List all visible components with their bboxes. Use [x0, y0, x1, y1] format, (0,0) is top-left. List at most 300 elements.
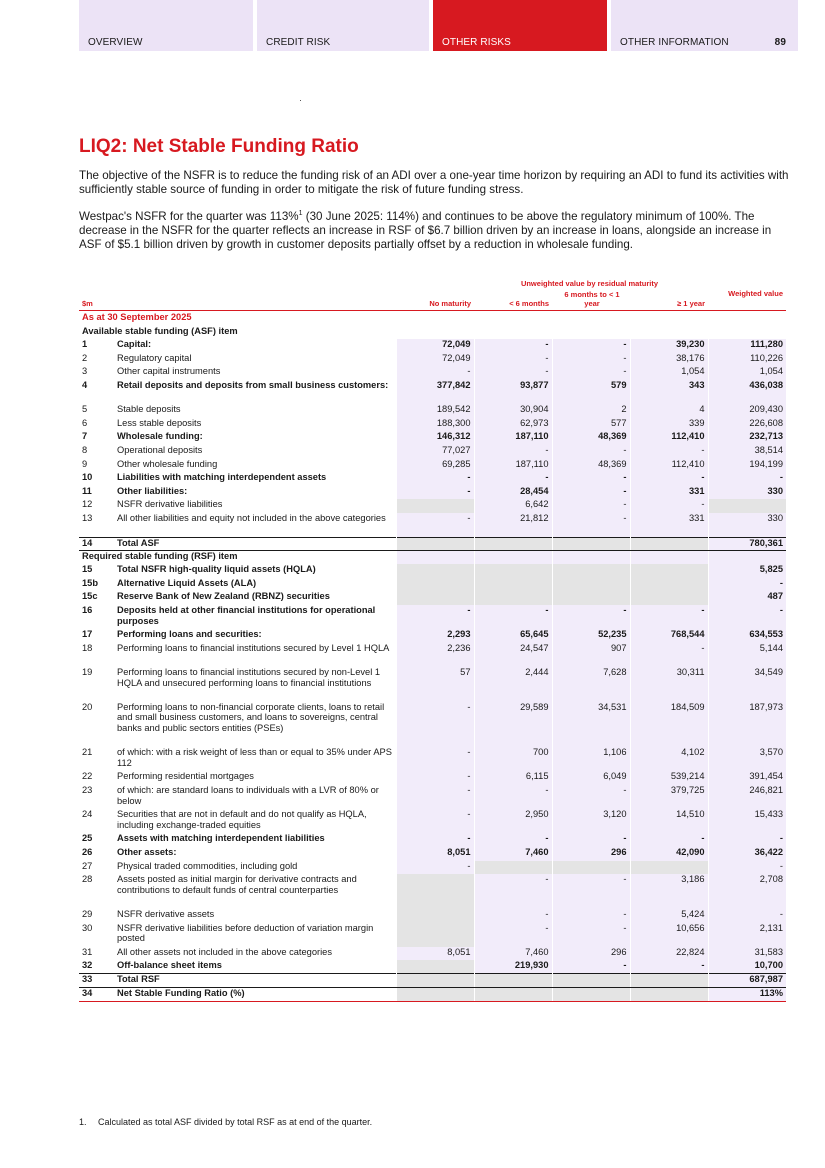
- value-cell: 65,645: [474, 629, 552, 643]
- value-cell: -: [552, 486, 630, 500]
- value-cell: [630, 988, 708, 1002]
- row-number: 5: [82, 404, 88, 415]
- value-cell: 110,226: [708, 353, 786, 367]
- value-cell: -: [552, 923, 630, 947]
- row-description: Total RSF: [114, 974, 396, 988]
- row-description: All other liabilities and equity not included in the above categories: [117, 512, 386, 523]
- value-cell: 48,369: [552, 431, 630, 445]
- value-cell: 188,300: [396, 418, 474, 432]
- value-cell: [708, 499, 786, 513]
- row-description: All other assets not included in the above categories: [117, 946, 332, 957]
- value-cell: [708, 326, 786, 340]
- value-cell: 31,583: [708, 947, 786, 961]
- table-row: [79, 643, 786, 667]
- row-description: NSFR derivative liabilities: [117, 499, 223, 510]
- value-cell: 8,051: [396, 947, 474, 961]
- table-row: [79, 771, 786, 785]
- row-number: 10: [82, 472, 93, 483]
- value-cell: 2,444: [474, 667, 552, 702]
- value-cell: 687,987: [708, 974, 786, 988]
- value-cell: 3,186: [630, 874, 708, 909]
- value-cell: 246,821: [708, 785, 786, 809]
- row-description: NSFR derivative assets: [117, 908, 215, 919]
- table-row: [79, 551, 786, 565]
- value-cell: 3,120: [552, 809, 630, 833]
- table-row: [79, 459, 786, 473]
- value-cell: [552, 861, 630, 875]
- row-number: 18: [82, 642, 93, 653]
- table-row: [79, 366, 786, 380]
- value-cell: -: [474, 923, 552, 947]
- tab-overview[interactable]: [79, 0, 253, 51]
- row-description: Other liabilities:: [117, 485, 188, 496]
- value-cell: 330: [708, 486, 786, 500]
- footnote-text: Calculated as total ASF divided by total RSF as at end of the quarter.: [98, 1117, 373, 1127]
- value-cell: 39,230: [630, 339, 708, 353]
- row-number: 7: [82, 431, 88, 442]
- value-cell: 2,950: [474, 809, 552, 833]
- value-cell: -: [708, 861, 786, 875]
- value-cell: 22,824: [630, 947, 708, 961]
- table-row: [79, 747, 786, 771]
- row-description: Performing loans to financial institutions secured by non-Level 1 HQLA and unsecured performing loans to financial institutions: [117, 667, 381, 688]
- value-cell: -: [630, 833, 708, 847]
- value-cell: [630, 974, 708, 988]
- value-cell: 7,460: [474, 947, 552, 961]
- value-cell: [630, 578, 708, 592]
- value-cell: 6,115: [474, 771, 552, 785]
- col-header-no-maturity: No maturity: [429, 299, 471, 308]
- value-cell: 2,293: [396, 629, 474, 643]
- row-number: 12: [82, 499, 93, 510]
- value-cell: 4,102: [630, 747, 708, 771]
- tab-other-risks-label: OTHER RISKS: [442, 37, 511, 48]
- value-cell: [396, 326, 474, 340]
- value-cell: [708, 312, 786, 326]
- value-cell: 38,176: [630, 353, 708, 367]
- value-cell: 296: [552, 847, 630, 861]
- table-row: [79, 312, 786, 326]
- row-description: Regulatory capital: [117, 352, 192, 363]
- value-cell: [474, 326, 552, 340]
- row-description: Liabilities with matching interdependent assets: [117, 472, 327, 483]
- table-row: [79, 833, 786, 847]
- value-cell: -: [474, 445, 552, 459]
- value-cell: -: [552, 833, 630, 847]
- value-cell: [474, 564, 552, 578]
- value-cell: 28,454: [474, 486, 552, 500]
- section-heading: Available stable funding (ASF) item: [82, 325, 238, 336]
- value-cell: 7,460: [474, 847, 552, 861]
- value-cell: [630, 312, 708, 326]
- table-row: [79, 847, 786, 861]
- tab-overview-label: OVERVIEW: [88, 37, 143, 48]
- value-cell: 29,589: [474, 702, 552, 747]
- value-cell: 72,049: [396, 339, 474, 353]
- value-cell: -: [552, 445, 630, 459]
- row-number: 15b: [82, 577, 99, 588]
- page-number: 89: [774, 37, 786, 48]
- row-number: 29: [82, 908, 93, 919]
- value-cell: 8,051: [396, 847, 474, 861]
- row-description: Other assets:: [117, 846, 177, 857]
- table-row: [79, 909, 786, 923]
- row-number: 27: [82, 860, 93, 871]
- value-cell: -: [708, 833, 786, 847]
- row-number: 32: [82, 960, 93, 971]
- col-header-6m-to-1y: 6 months to < 1 year: [564, 290, 620, 308]
- value-cell: 768,544: [630, 629, 708, 643]
- table-row: [79, 923, 786, 947]
- value-cell: [396, 537, 474, 551]
- value-cell: 232,713: [708, 431, 786, 445]
- footnote-ref[interactable]: 1: [298, 210, 303, 217]
- value-cell: -: [396, 605, 474, 629]
- row-description: Less stable deposits: [117, 417, 202, 428]
- value-cell: 209,430: [708, 404, 786, 418]
- value-cell: -: [630, 605, 708, 629]
- table-row: [79, 861, 786, 875]
- table-row: [79, 339, 786, 353]
- value-cell: -: [474, 833, 552, 847]
- value-cell: [630, 591, 708, 605]
- value-cell: 577: [552, 418, 630, 432]
- row-description: Physical traded commodities, including gold: [117, 860, 298, 871]
- value-cell: [630, 537, 708, 551]
- value-cell: 539,214: [630, 771, 708, 785]
- value-cell: 146,312: [396, 431, 474, 445]
- row-description: Assets with matching interdependent liabilities: [117, 833, 325, 844]
- value-cell: [396, 874, 474, 909]
- value-cell: -: [552, 339, 630, 353]
- value-cell: 700: [474, 747, 552, 771]
- value-cell: [552, 312, 630, 326]
- value-cell: 296: [552, 947, 630, 961]
- value-cell: 330: [708, 513, 786, 537]
- col-header-units: $m: [82, 299, 93, 308]
- table-row: [79, 431, 786, 445]
- value-cell: [630, 326, 708, 340]
- value-cell: 10,700: [708, 960, 786, 974]
- value-cell: [474, 551, 552, 565]
- value-cell: 112,410: [630, 431, 708, 445]
- value-cell: -: [552, 472, 630, 486]
- table-row: [79, 988, 786, 1002]
- value-cell: [396, 551, 474, 565]
- row-number: 13: [82, 512, 93, 523]
- table-row: [79, 513, 786, 537]
- value-cell: 377,842: [396, 380, 474, 404]
- value-cell: -: [708, 605, 786, 629]
- value-cell: [630, 564, 708, 578]
- row-number: 20: [82, 701, 93, 712]
- value-cell: 72,049: [396, 353, 474, 367]
- nsfr-summary-part-b: (30 June 2025: 114%) and continues to be above the regulatory minimum of 100%. The decrease in the NSFR for the quarter reflects an increase in RSF of $6.7 billion driven by an increase in loans, alongside an increase in ASF of $5.1 billion driven by growth in customer deposits partially offset by a reduction in wholesale funding.: [79, 209, 772, 252]
- row-number: 34: [79, 988, 114, 1002]
- value-cell: [552, 988, 630, 1002]
- value-cell: 189,542: [396, 404, 474, 418]
- value-cell: [474, 312, 552, 326]
- row-description: Operational deposits: [117, 444, 203, 455]
- value-cell: 113%: [708, 988, 786, 1002]
- value-cell: [396, 923, 474, 947]
- value-cell: 42,090: [630, 847, 708, 861]
- value-cell: -: [396, 366, 474, 380]
- row-number: 15: [82, 564, 93, 575]
- value-cell: 48,369: [552, 459, 630, 473]
- unweighted-group-header: Unweighted value by residual maturity: [520, 279, 659, 288]
- col-header-ge-1-year: ≥ 1 year: [677, 299, 705, 308]
- section-heading: Required stable funding (RSF) item: [82, 551, 238, 562]
- tab-other-risks[interactable]: [433, 0, 607, 51]
- value-cell: 2,236: [396, 643, 474, 667]
- value-cell: 15,433: [708, 809, 786, 833]
- row-description: Total NSFR high-quality liquid assets (HQLA): [117, 564, 316, 575]
- value-cell: -: [474, 366, 552, 380]
- value-cell: 184,509: [630, 702, 708, 747]
- value-cell: -: [552, 874, 630, 909]
- value-cell: -: [552, 513, 630, 537]
- row-number: 16: [82, 605, 93, 616]
- table-row: [79, 605, 786, 629]
- table-row: [79, 591, 786, 605]
- row-description: NSFR derivative liabilities before deduction of variation margin posted: [117, 922, 374, 944]
- value-cell: [552, 974, 630, 988]
- value-cell: 379,725: [630, 785, 708, 809]
- value-cell: -: [396, 785, 474, 809]
- tab-credit-risk-label: CREDIT RISK: [266, 37, 331, 48]
- col-header-weighted-value: Weighted value: [728, 289, 783, 298]
- row-number: 25: [82, 833, 93, 844]
- value-cell: 5,144: [708, 643, 786, 667]
- value-cell: 907: [552, 643, 630, 667]
- value-cell: -: [396, 861, 474, 875]
- row-description: Wholesale funding:: [117, 431, 203, 442]
- value-cell: 24,547: [474, 643, 552, 667]
- value-cell: -: [474, 472, 552, 486]
- intro-paragraph: The objective of the NSFR is to reduce the funding risk of an ADI over a one-year time horizon by requiring an ADI to fund its activities with sufficiently stable source of funding in order to mitigate the risk of future funding stress.: [79, 169, 789, 197]
- table-row: [79, 472, 786, 486]
- value-cell: -: [474, 605, 552, 629]
- value-cell: [474, 974, 552, 988]
- row-number: 11: [82, 485, 92, 496]
- tab-other-information[interactable]: [611, 0, 798, 51]
- value-cell: 2: [552, 404, 630, 418]
- value-cell: -: [552, 960, 630, 974]
- col-header-lt-6-months: < 6 months: [509, 299, 549, 308]
- value-cell: [552, 578, 630, 592]
- value-cell: -: [552, 785, 630, 809]
- value-cell: 1,054: [630, 366, 708, 380]
- value-cell: 194,199: [708, 459, 786, 473]
- tab-other-information-label: OTHER INFORMATION: [620, 37, 729, 48]
- stray-dot: [300, 100, 301, 101]
- value-cell: [630, 551, 708, 565]
- value-cell: 30,904: [474, 404, 552, 418]
- value-cell: 6,642: [474, 499, 552, 513]
- row-description: Other wholesale funding: [117, 458, 218, 469]
- value-cell: -: [396, 809, 474, 833]
- row-number: 19: [82, 667, 93, 678]
- value-cell: -: [474, 353, 552, 367]
- value-cell: -: [552, 353, 630, 367]
- value-cell: 5,825: [708, 564, 786, 578]
- value-cell: 331: [630, 513, 708, 537]
- row-description: Stable deposits: [117, 404, 181, 415]
- value-cell: 4: [630, 404, 708, 418]
- value-cell: 5,424: [630, 909, 708, 923]
- footnote: [79, 1117, 372, 1127]
- value-cell: [552, 564, 630, 578]
- tab-credit-risk[interactable]: [257, 0, 429, 51]
- row-description: Performing residential mortgages: [117, 771, 254, 782]
- value-cell: 62,973: [474, 418, 552, 432]
- table-header-row: [79, 289, 786, 311]
- table-row: [79, 486, 786, 500]
- value-cell: -: [708, 578, 786, 592]
- row-number: 26: [82, 846, 93, 857]
- value-cell: 634,553: [708, 629, 786, 643]
- value-cell: -: [474, 909, 552, 923]
- value-cell: 14,510: [630, 809, 708, 833]
- value-cell: -: [396, 833, 474, 847]
- nsfr-summary-paragraph: [79, 207, 791, 253]
- table-row: [79, 947, 786, 961]
- row-number: 6: [82, 417, 88, 428]
- table-row: [79, 537, 786, 551]
- row-number: 3: [82, 366, 88, 377]
- table-row: [79, 404, 786, 418]
- value-cell: [396, 591, 474, 605]
- row-description: Total ASF: [114, 537, 396, 551]
- row-number: 2: [82, 352, 88, 363]
- table-row: [79, 445, 786, 459]
- table-row: [79, 578, 786, 592]
- row-number: 33: [79, 974, 114, 988]
- value-cell: [552, 591, 630, 605]
- value-cell: [396, 499, 474, 513]
- table-row: [79, 418, 786, 432]
- value-cell: 487: [708, 591, 786, 605]
- value-cell: -: [552, 499, 630, 513]
- value-cell: 339: [630, 418, 708, 432]
- value-cell: 2,708: [708, 874, 786, 909]
- value-cell: [552, 551, 630, 565]
- row-number: 9: [82, 458, 88, 469]
- value-cell: [474, 591, 552, 605]
- row-number: 15c: [82, 591, 98, 602]
- row-number: 28: [82, 874, 93, 885]
- table-row: [79, 353, 786, 367]
- value-cell: [396, 974, 474, 988]
- row-description: Performing loans to non-financial corporate clients, loans to retail and small business customers, and loans to sovereigns, central banks and public sectors entities (PSEs): [117, 701, 385, 734]
- row-description: Alternative Liquid Assets (ALA): [117, 577, 257, 588]
- row-description: Capital:: [117, 339, 152, 350]
- value-cell: [474, 578, 552, 592]
- row-number: 8: [82, 444, 88, 455]
- table-row: [79, 960, 786, 974]
- value-cell: -: [708, 472, 786, 486]
- table-row: [79, 702, 786, 747]
- table-row: [79, 629, 786, 643]
- value-cell: -: [552, 366, 630, 380]
- row-number: 21: [82, 747, 93, 758]
- value-cell: [396, 312, 474, 326]
- value-cell: 77,027: [396, 445, 474, 459]
- value-cell: 57: [396, 667, 474, 702]
- value-cell: 436,038: [708, 380, 786, 404]
- row-description: of which: are standard loans to individuals with a LVR of 80% or below: [117, 785, 379, 806]
- value-cell: -: [396, 472, 474, 486]
- value-cell: 391,454: [708, 771, 786, 785]
- value-cell: -: [396, 771, 474, 785]
- row-number: 31: [82, 946, 93, 957]
- row-description: Securities that are not in default and do not qualify as HQLA, including exchange-traded equities: [117, 809, 367, 830]
- page-title: LIQ2: Net Stable Funding Ratio: [79, 136, 359, 157]
- value-cell: -: [630, 472, 708, 486]
- table-row: [79, 785, 786, 809]
- section-heading: As at 30 September 2025: [82, 312, 192, 322]
- value-cell: -: [552, 909, 630, 923]
- value-cell: -: [474, 785, 552, 809]
- value-cell: 6,049: [552, 771, 630, 785]
- row-number: 24: [82, 809, 93, 820]
- value-cell: [396, 578, 474, 592]
- row-number: 17: [82, 629, 93, 640]
- row-number: 30: [82, 922, 93, 933]
- row-description: Off-balance sheet items: [117, 960, 222, 971]
- row-number: 1: [82, 339, 88, 350]
- value-cell: 579: [552, 380, 630, 404]
- value-cell: -: [630, 960, 708, 974]
- value-cell: -: [552, 605, 630, 629]
- row-description: Retail deposits and deposits from small business customers:: [117, 379, 389, 390]
- row-description: Other capital instruments: [117, 366, 221, 377]
- value-cell: [396, 960, 474, 974]
- table-row: [79, 499, 786, 513]
- row-description: Reserve Bank of New Zealand (RBNZ) securities: [117, 591, 330, 602]
- table-row: [79, 974, 786, 988]
- row-number: 4: [82, 379, 88, 390]
- value-cell: 69,285: [396, 459, 474, 473]
- value-cell: 38,514: [708, 445, 786, 459]
- value-cell: 2,131: [708, 923, 786, 947]
- value-cell: 34,549: [708, 667, 786, 702]
- value-cell: 36,422: [708, 847, 786, 861]
- value-cell: [630, 861, 708, 875]
- value-cell: [552, 326, 630, 340]
- table-row: [79, 564, 786, 578]
- value-cell: -: [630, 499, 708, 513]
- value-cell: 219,930: [474, 960, 552, 974]
- value-cell: [396, 909, 474, 923]
- value-cell: 187,110: [474, 431, 552, 445]
- value-cell: 187,973: [708, 702, 786, 747]
- top-navigation: [79, 0, 798, 51]
- value-cell: 343: [630, 380, 708, 404]
- value-cell: 112,410: [630, 459, 708, 473]
- value-cell: 226,608: [708, 418, 786, 432]
- value-cell: -: [474, 339, 552, 353]
- value-cell: 1,106: [552, 747, 630, 771]
- value-cell: [552, 537, 630, 551]
- value-cell: -: [630, 445, 708, 459]
- value-cell: 111,280: [708, 339, 786, 353]
- value-cell: [708, 551, 786, 565]
- table-row: [79, 380, 786, 404]
- row-number: 22: [82, 771, 93, 782]
- nsfr-data-table: [79, 312, 786, 1002]
